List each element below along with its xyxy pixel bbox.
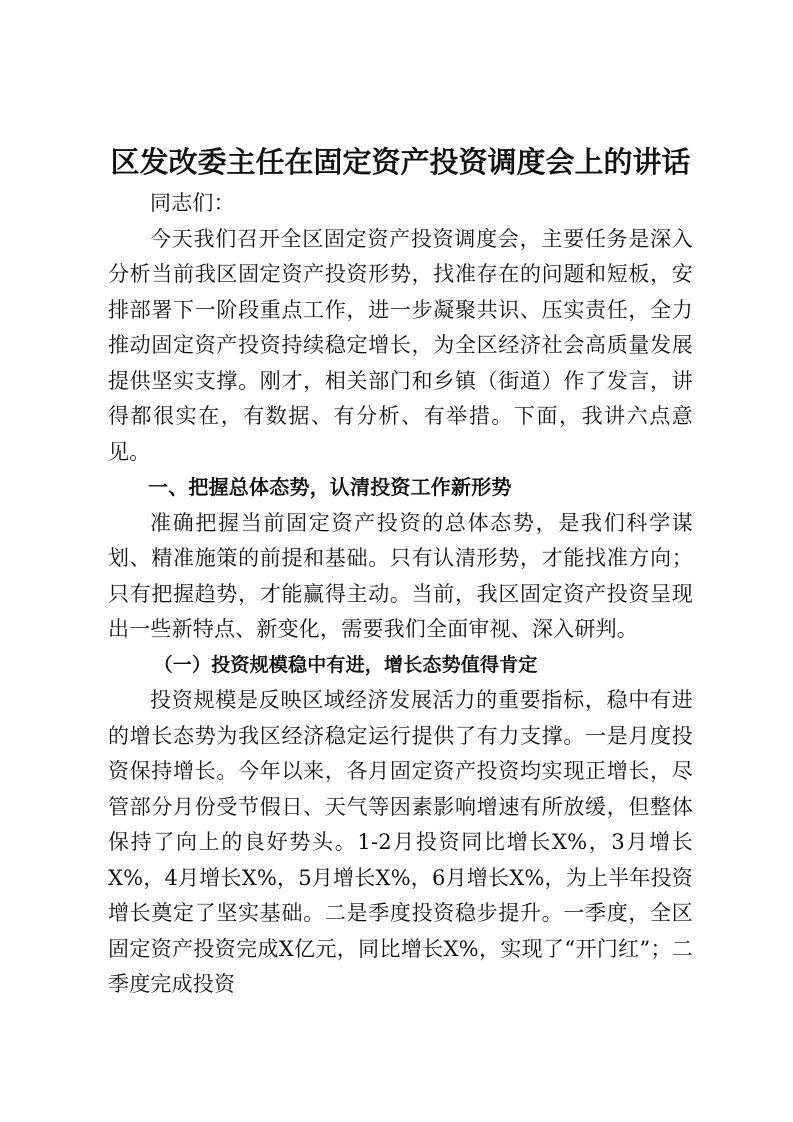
subsection-heading-1: （一）投资规模稳中有进，增长态势值得肯定 (153, 653, 538, 676)
salutation: 同志们： (150, 191, 235, 215)
document-body (108, 142, 693, 1003)
paragraph-investment-scale: 投资规模是反映区域经济发展活力的重要指标，稳中有进的增长态势为我区经济稳定运行提供了有力支撑。一是月度投资保持增长。今年以来，各月固定资产投资均实现正增长，尽管部分月份受节假日、天气等因素影响增速有所放缓，但整体保持了向上的良好势头。1-2月投资同比增长X%，3月增长X%，4月增长X%，5月增长X%，6月增长X%，为上半年投资增长奠定了坚实基础。二是季度投资稳步提升。一季度，全区固定资产投资完成X亿元，同比增长X%，实现了“开门红”；二季度完成投资 (108, 688, 693, 996)
paragraph-overview: 准确把握当前固定资产投资的总体态势，是我们科学谋划、精准施策的前提和基础。只有认清形势，才能找准方向；只有把握趋势，才能赢得主动。当前，我区固定资产投资呈现出一些新特点、新变化，需要我们全面审视、深入研判。 (108, 510, 693, 641)
paragraph-intro: 今天我们召开全区固定资产投资调度会，主要任务是深入分析当前我区固定资产投资形势，找准存在的问题和短板，安排部署下一阶段重点工作，进一步凝聚共识、压实责任，全力推动固定资产投资持续稳定增长，为全区经济社会高质量发展提供坚实支撑。刚才，相关部门和乡镇（街道）作了发言，讲得都很实在，有数据、有分析、有举措。下面，我讲六点意见。 (108, 226, 693, 464)
section-heading-1: 一、把握总体态势，认清投资工作新形势 (148, 475, 512, 499)
document-title: 区发改委主任在固定资产投资调度会上的讲话 (110, 145, 691, 179)
